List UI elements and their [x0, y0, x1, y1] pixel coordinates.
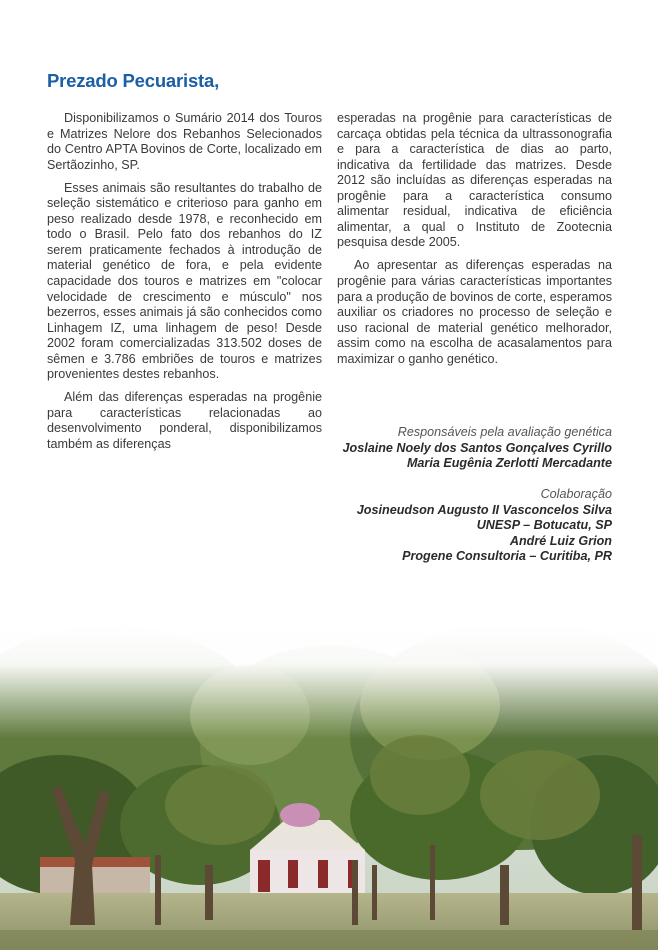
credit-name: Joslaine Noely dos Santos Gonçalves Cyrillo: [342, 440, 612, 455]
top-fade: [0, 625, 658, 950]
farm-trees-photo: [0, 625, 658, 950]
page-heading: Prezado Pecuarista,: [47, 70, 220, 91]
paragraph: Disponibilizamos o Sumário 2014 dos Touros e Matrizes Nelore dos Rebanhos Selecionados do Centro APTA Bovinos de Corte, localizado em Sertãozinho, SP.: [47, 111, 322, 172]
credit-name: Josineudson Augusto II Vasconcelos Silva: [356, 502, 612, 517]
credit-name: Maria Eugênia Zerlotti Mercadante: [406, 456, 612, 471]
credit-affiliation: Progene Consultoria – Curitiba, PR: [402, 549, 612, 564]
paragraph: Esses animais são resultantes do trabalho de seleção sistemático e criterioso para ganho em peso realizado desde 1978, e reconhecido em todo o Brasil. Pelo fato dos rebanhos do IZ serem praticamente fechados à introdução de material genético de fora, e pela evidente capacidade dos touros e matrizes em "colocar velocidade de crescimento e músculo" nos bezerros, esses animais já são conhecidos como Linhagem IZ, uma linhagem de peso! Desde 2002 foram comercializadas 313.502 doses de sêmen e 3.786 embriões de touros e matrizes provenientes destes rebanhos.: [47, 180, 322, 382]
paragraph: Além das diferenças esperadas na progênie para características relacionadas ao desenvolvimento ponderal, disponibilizamos também as diferenças: [47, 390, 322, 451]
credits-label: Colaboração: [540, 487, 612, 501]
credit-affiliation: UNESP – Botucatu, SP: [476, 518, 612, 533]
paragraph: Ao apresentar as diferenças esperadas na progênie para várias características importantes para a produção de bovinos de corte, esperamos auxiliar os criadores no processo de seleção e uso racional de material genético melhorador, assim como na escolha de acasalamentos para maximizar o ganho genético.: [337, 258, 612, 366]
collaboration-credits: [357, 487, 612, 565]
paragraph: esperadas na progênie para características de carcaça obtidas pela técnica da ultrassonografia e para a característica de dias ao parto, indicativa da fertilidade das matrizes. Desde 2012 são incluídas as diferenças esperadas na progênie para a característica consumo alimentar residual, indicativa de eficiência alimentar, a qual o Instituto de Zootecnia pesquisa desde 2005.: [337, 111, 612, 250]
credits-label: Responsáveis pela avaliação genética: [397, 425, 612, 439]
credit-name: André Luiz Grion: [509, 533, 612, 548]
evaluation-credits: [343, 425, 612, 472]
left-column: [47, 111, 322, 460]
right-column: [337, 111, 612, 375]
